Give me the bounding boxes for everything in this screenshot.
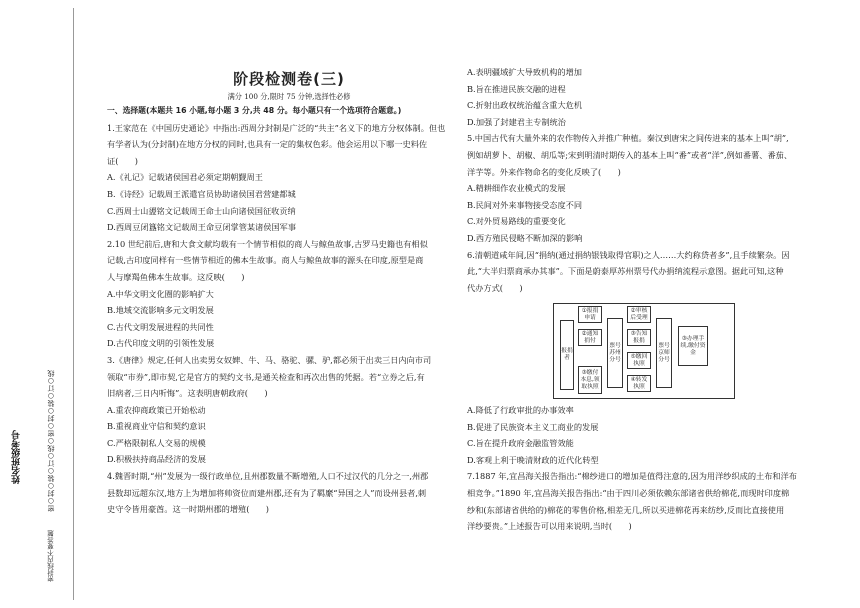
right-text-line: A.表明疆域扩大导致机构的增加 xyxy=(467,67,582,77)
left-text-line: 人与摩羯鱼佛本生故事。这反映( ) xyxy=(107,271,245,282)
left-text-line: 证( ) xyxy=(107,155,138,166)
right-text-line: D.加强了封建君主专制统治 xyxy=(467,116,566,127)
right-column xyxy=(467,64,809,296)
right-question-lines xyxy=(467,64,809,296)
flow-step-7: ④转发执照 xyxy=(627,375,651,392)
left-text-line: 记载,古印度同样有一些情节相近的佛本生故事。商人与鲸鱼故事的源头在印度,原型是商 xyxy=(107,255,424,266)
flow-step-3: ③缴付本息,领取执照 xyxy=(578,366,602,394)
name-class-number-label: 姓名班级考号 xyxy=(12,430,22,484)
right-text-line: B.民间对外来事物接受态度不同 xyxy=(467,199,583,210)
right-text-line: C.对外贸易路线的重要变化 xyxy=(467,216,566,227)
flowchart xyxy=(553,303,735,399)
right-text-lower-line: B.促进了民族资本主义工商业的发展 xyxy=(467,421,599,432)
left-text-line: 2.10 世纪前后,唐和大食文献均载有一个情节相似的商人与鲸鱼故事,古罗马史籍也有相似 xyxy=(107,238,428,249)
right-text-lower-line: C.旨在提升政府金融监管效能 xyxy=(467,438,574,449)
left-text-line: B.《诗经》记载周王派遣官员协助诸侯国君营建都城 xyxy=(107,188,296,199)
flow-step-6: ⑤缴回执照 xyxy=(627,352,651,369)
right-text-lower-line: 相竞争。”1890 年,宜昌海关报告指出:“由于四川必须依赖东部诸省供给棉花,而现时印度棉 xyxy=(467,487,790,498)
binding-margin xyxy=(0,0,73,608)
flow-step-2: ②通知捐付 xyxy=(578,329,602,346)
right-text-line: 6.清朝道咸年间,因“捐纳(通过捐纳银钱取得官职)之人……大约称贷者多”,且手续繁杂。因 xyxy=(467,249,790,260)
left-text-line: B.地域交流影响多元文明发展 xyxy=(107,305,214,316)
right-text-lower-line: 7.1887 年,宜昌海关报告指出:“棉纱进口的增加是值得注意的,因为用洋纱织成的土布和洋布 xyxy=(467,471,797,482)
left-text-line: 有学者认为(分封制)在地方分权的同时,也具有一定的集权色彩。他会运用以下哪一史料佐 xyxy=(107,139,428,150)
left-text-line: C.严格限制私人交易的规模 xyxy=(107,437,206,448)
right-text-line: 代办方式( ) xyxy=(467,282,523,293)
seal-divider xyxy=(73,8,74,600)
page-subtitle: 满分 100 分,限时 75 分钟,选择性必修 xyxy=(227,92,351,101)
flow-step-1: ①报捐申请 xyxy=(578,306,602,323)
right-text-line: A.精耕细作农业模式的发展 xyxy=(467,183,566,194)
right-question-lines-lower xyxy=(467,402,809,535)
right-text-lower-line: D.客观上利于晚清财政的近代化转型 xyxy=(467,454,599,465)
left-text-line: D.西周豆闭簋铭文记载周王命豆闭掌管某诸侯国军事 xyxy=(107,222,297,233)
section-heading: 一、选择题(本题共 16 小题,每小题 3 分,共 48 分。每小题只有一个选项符合题意。) xyxy=(107,106,402,115)
flow-branch-suzhou: 票号苏州分号 xyxy=(607,318,623,388)
left-text-line: A.重农抑商政策已开始松动 xyxy=(107,404,206,415)
flow-step-4: ②审核后受理 xyxy=(627,306,651,323)
right-text-line: B.旨在推进民族交融的进程 xyxy=(467,83,566,94)
left-text-line: B.重视商业守信和契约意识 xyxy=(107,421,206,432)
right-text-line: 例如胡萝卜、胡椒、胡瓜等;宋到明清时期传入的基本上叫“番”或者“洋”,例如番薯、番茄、 xyxy=(467,149,793,160)
flow-applicant: 报捐者 xyxy=(560,320,574,390)
left-text-line: 1.王家范在《中国历史通论》中指出:西周分封制是广泛的“共主”名义下的地方分权体制。但也 xyxy=(107,122,446,133)
left-column xyxy=(107,103,449,518)
right-text-line: 此,“大半归票商承办其事”。下面是蔚泰厚苏州票号代办捐纳流程示意图。据此可知,这种 xyxy=(467,266,784,277)
right-text-line: D.西方殖民侵略不断加深的影响 xyxy=(467,232,583,243)
right-column-lower xyxy=(467,402,809,535)
flow-step-8: ③办理手续,缴付资金 xyxy=(678,326,708,366)
seal-line-notice: 密封线内不要答题 xyxy=(47,530,55,582)
right-text-lower-line: A.降低了行政审批的办事效率 xyxy=(467,405,574,415)
right-text-line: 5.中国古代有大量外来的农作物传入并推广种植。秦汉到唐宋之间传进来的基本上叫“胡”, xyxy=(467,133,789,144)
left-question-lines xyxy=(107,120,449,518)
right-text-lower-line: 洋纱要贵。”上述报告可以用来说明,当时( ) xyxy=(467,521,632,532)
right-text-line: C.折射出政权统治蕴含重大危机 xyxy=(467,100,583,111)
left-text-line: 史守令皆用豪酋。这一时期州郡的增殖( ) xyxy=(107,504,269,515)
left-text-line: C.西周士山盨铭文记载周王命士山向诸侯国征收贡纳 xyxy=(107,205,296,216)
left-text-line: 4.魏晋时期,“州”发展为一级行政单位,且州郡数量不断增殖,人口不过汉代的几分之一,州郡 xyxy=(107,471,429,482)
left-text-line: C.古代文明发展进程的共同性 xyxy=(107,321,214,332)
left-text-line: D.古代印度文明的引领性发展 xyxy=(107,338,215,349)
right-text-lower-line: 纱和(东部诸省供给的)棉花的零售价格,相差无几,所以买进棉花再来纺纱,反而比直接使用 xyxy=(467,504,785,515)
right-text-line: 洋芋等。外来作物命名的变化反映了( ) xyxy=(467,166,621,177)
left-text-line: 县数却远超东汉,地方上为增加将帅资位而建州郡,还有为了羁縻“异国之人”而设州县者,刺 xyxy=(107,487,427,498)
flow-step-5: ③告知报捐 xyxy=(627,329,651,346)
left-text-line: A.中华文明文化圈的影响扩大 xyxy=(107,288,214,299)
left-text-line: 旧病者,三日内听悔”。这表明唐朝政府( ) xyxy=(107,388,268,399)
flow-branch-beijing: 票号京师分号 xyxy=(656,318,672,388)
left-text-line: 3.《唐律》规定,任何人出卖男女奴婢、牛、马、骆驼、骡、驴,都必须于出卖三日内向市司 xyxy=(107,354,432,365)
page-title: 阶段检测卷(三) xyxy=(233,70,345,88)
seal-line-text: 密○封○装○订○线○密○封○装○订○线 xyxy=(47,370,55,512)
left-text-line: A.《礼记》记载诸侯国君必须定期朝觐周王 xyxy=(107,172,263,183)
left-text-line: 领取“市券”,即市契,它是官方的契约文书,是通关检查和再次出售的凭据。若“立券之后,有 xyxy=(107,371,425,382)
left-text-line: D.积极扶持商品经济的发展 xyxy=(107,454,206,465)
